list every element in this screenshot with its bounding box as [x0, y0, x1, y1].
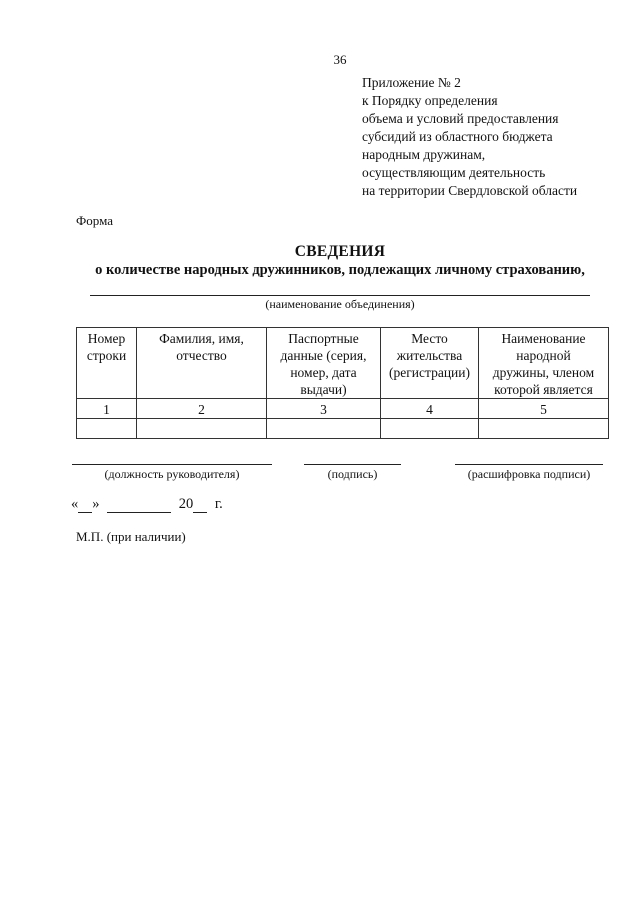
- year-suffix: г.: [214, 496, 223, 512]
- year-prefix: 20: [178, 496, 194, 512]
- table-column-number-row: [77, 399, 609, 419]
- decoding-caption: (расшифровка подписи): [467, 467, 591, 481]
- table-row: [77, 419, 609, 439]
- appendix-line: на территории Свердловской области: [362, 183, 578, 198]
- position-caption: (должность руководителя): [104, 467, 240, 481]
- column-number: 1: [77, 399, 137, 419]
- organization-name-caption: (наименование объединения): [265, 297, 415, 311]
- table-cell[interactable]: [479, 419, 609, 439]
- header-passport-data: Паспортные данные (серия, номер, дата выдачи): [267, 328, 381, 399]
- decoding-signature-line[interactable]: [455, 464, 603, 465]
- appendix-line: осуществляющим деятельность: [362, 165, 546, 180]
- appendix-line: субсидий из областного бюджета: [362, 129, 553, 144]
- position-signature-line[interactable]: [72, 464, 272, 465]
- page-number: 36: [333, 52, 347, 67]
- appendix-header: [362, 74, 577, 200]
- members-table: [76, 327, 609, 439]
- header-squad-name: Наименование народной дружины, членом которой является: [479, 328, 609, 399]
- date-close-quote: »: [92, 496, 100, 512]
- appendix-line: Приложение № 2: [362, 75, 461, 90]
- date-line: [71, 496, 223, 513]
- month-blank[interactable]: [107, 497, 171, 513]
- header-residence: Место жительства (регистрации): [381, 328, 479, 399]
- document-subtitle: о количестве народных дружинников, подлежащих личному страхованию,: [95, 262, 585, 278]
- year-blank[interactable]: [193, 497, 207, 513]
- column-number: 4: [381, 399, 479, 419]
- organization-name-line[interactable]: [90, 295, 590, 296]
- stamp-note: М.П. (при наличии): [76, 529, 186, 544]
- table-cell[interactable]: [381, 419, 479, 439]
- table-cell[interactable]: [77, 419, 137, 439]
- document-title: СВЕДЕНИЯ: [294, 243, 386, 260]
- header-row-number: Номер строки: [77, 328, 137, 399]
- table-header-row: [77, 328, 609, 399]
- header-full-name: Фамилия, имя, отчество: [137, 328, 267, 399]
- column-number: 5: [479, 399, 609, 419]
- column-number: 3: [267, 399, 381, 419]
- signature-line[interactable]: [304, 464, 401, 465]
- appendix-line: народным дружинам,: [362, 147, 486, 162]
- appendix-line: к Порядку определения: [362, 93, 498, 108]
- form-label: Форма: [76, 213, 113, 228]
- day-blank[interactable]: [78, 497, 92, 513]
- column-number: 2: [137, 399, 267, 419]
- table-cell[interactable]: [137, 419, 267, 439]
- date-open-quote: «: [71, 496, 79, 512]
- table-cell[interactable]: [267, 419, 381, 439]
- appendix-line: объема и условий предоставления: [362, 111, 559, 126]
- signature-caption: (подпись): [327, 467, 378, 481]
